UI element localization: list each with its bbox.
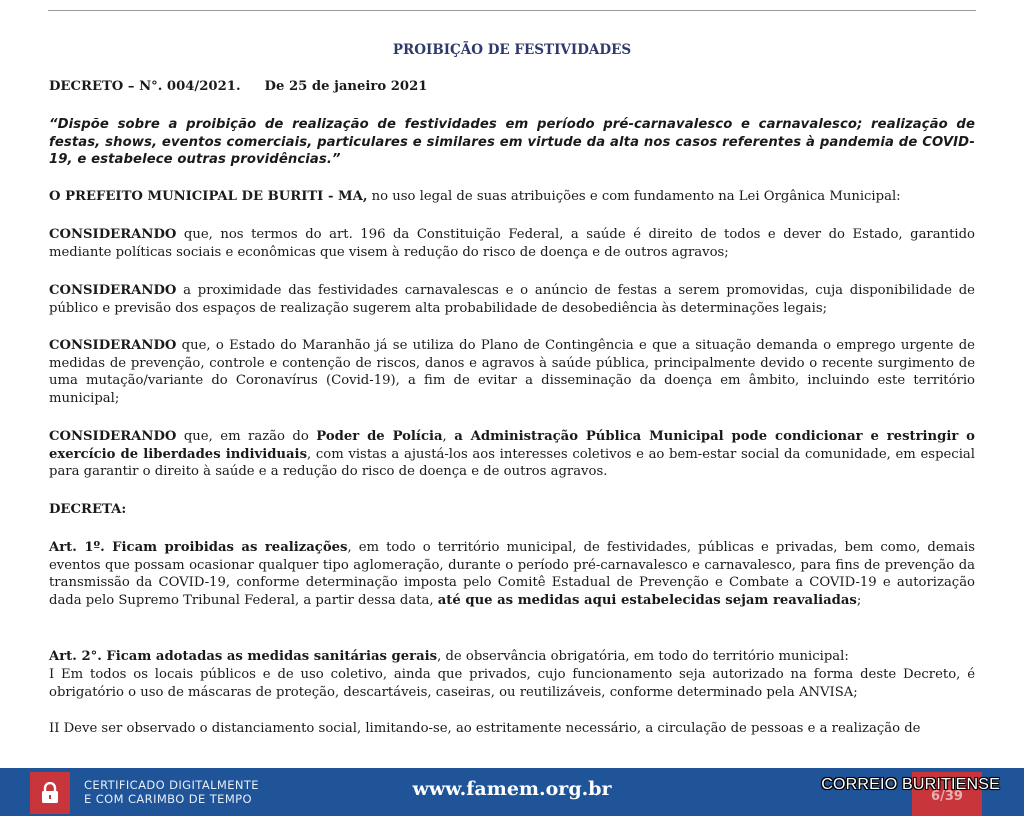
considerando-label: CONSIDERANDO <box>49 227 177 242</box>
article-1 <box>49 539 975 609</box>
page-number: 6/39 <box>931 789 963 804</box>
considerando-3 <box>49 337 975 407</box>
considerando-text: a proximidade das festividades carnavalescas e o anúncio de festas a serem promovidas, cuja disponibilidade de público e previsão dos espaços de realização sugerem alta probabilidade de desobediência às determinações legais; <box>49 283 975 316</box>
considerando-2 <box>49 282 975 317</box>
preamble <box>49 188 975 206</box>
brand-watermark: CORREIO BURITIENSE <box>821 776 1000 793</box>
article-1-end: ; <box>856 592 862 608</box>
ementa: “Dispõe sobre a proibição de realização de festividades em período pré-carnavalesco e carnavalesco; realização de festas, shows, eventos comerciais, particulares e similares em virtude da alta nos casos referentes à pandemia de COVID-19, e estabelece outras providências.” <box>49 117 975 168</box>
considerando-label: CONSIDERANDO <box>49 429 177 444</box>
considerando-text: que, o Estado do Maranhão já se utiliza do Plano de Contingência e que a situação demanda o emprego urgente de medidas de prevenção, controle e contenção de riscos, danos e agravos à saúde pública, principalmente devido o recente surgimento de uma mutação/variante do Coronavírus (Covid-19), a fim de evitar a disseminação da doença em âmbito, incluindo este território municipal; <box>49 338 975 406</box>
considerando-1 <box>49 226 975 261</box>
document-title: PROIBIÇÃO DE FESTIVIDADES <box>392 42 632 58</box>
considerando-emphasis: Poder de Polícia <box>316 429 443 444</box>
article-1-heading: Art. 1º. Ficam proibidas as realizações <box>49 540 348 555</box>
certificate-line-2: E COM CARIMBO DE TEMPO <box>84 792 252 806</box>
considerando-4 <box>49 428 975 481</box>
article-2 <box>49 648 975 666</box>
decree-number: DECRETO – N°. 004/2021. <box>49 79 241 94</box>
article-2-item-2: II Deve ser observado o distanciamento social, limitando-se, ao estritamente necessário, a circulação de pessoas e a realização de <box>49 721 921 736</box>
decree-heading <box>49 78 975 96</box>
considerando-text: , com vistas a ajustá-los aos interesses coletivos e ao bem-estar social da comunidade, em especial para garantir o direito à saúde e a redução do risco de doença e de outros agravos. <box>49 446 975 480</box>
considerando-label: CONSIDERANDO <box>49 283 177 298</box>
considerando-label: CONSIDERANDO <box>49 338 177 353</box>
top-rule <box>48 10 976 11</box>
considerando-text: que, em razão do <box>176 429 317 444</box>
considerando-emphasis: a Administração Pública Municipal pode condicionar e restringir o exercício de liberdades individuais <box>49 429 975 462</box>
article-1-emphasis: até que as medidas aqui estabelecidas sejam reavaliadas <box>437 592 857 608</box>
considerando-text: que, nos termos do art. 196 da Constituição Federal, a saúde é direito de todos e dever do Estado, garantido mediante políticas sociais e econômicas que visem à redução do risco de doença e de outros agravos; <box>49 227 975 260</box>
article-2-heading: Art. 2°. Ficam adotadas as medidas sanitárias gerais <box>49 649 438 664</box>
footer-bar <box>0 768 1024 816</box>
article-2-item-1: I Em todos os locais públicos e de uso coletivo, ainda que privados, cujo funcionamento seja autorizado na forma deste Decreto, é obrigatório o uso de máscaras de proteção, descartáveis, caseiras, ou reutilizáveis, conforme determinado pela ANVISA; <box>49 667 975 700</box>
preamble-text: no uso legal de suas atribuições e com fundamento na Lei Orgânica Municipal: <box>367 189 901 204</box>
considerando-text: , <box>442 429 455 444</box>
preamble-authority: O PREFEITO MUNICIPAL DE BURITI - MA, <box>49 189 368 204</box>
certificate-line-1: CERTIFICADO DIGITALMENTE <box>84 778 259 792</box>
decreta-heading: DECRETA: <box>49 502 127 517</box>
article-1-text: , em todo o território municipal, de festividades, públicas e privadas, bem como, demais eventos que possam ocasionar qualquer tipo aglomeração, durante o período pré-carnavalesco e carnavalesco, para fins de prevenção da transmissão da COVID-19, conforme determinação imposta pelo Comitê Estadual de Prevenção e Combate a COVID-19 e autorização dada pelo Supremo Tribunal Federal, a partir dessa data, <box>49 540 975 608</box>
decree-date: De 25 de janeiro 2021 <box>264 79 428 94</box>
website-link[interactable]: www.famem.org.br <box>412 778 612 800</box>
article-2-text: , de observância obrigatória, em todo do território municipal: <box>437 649 849 664</box>
